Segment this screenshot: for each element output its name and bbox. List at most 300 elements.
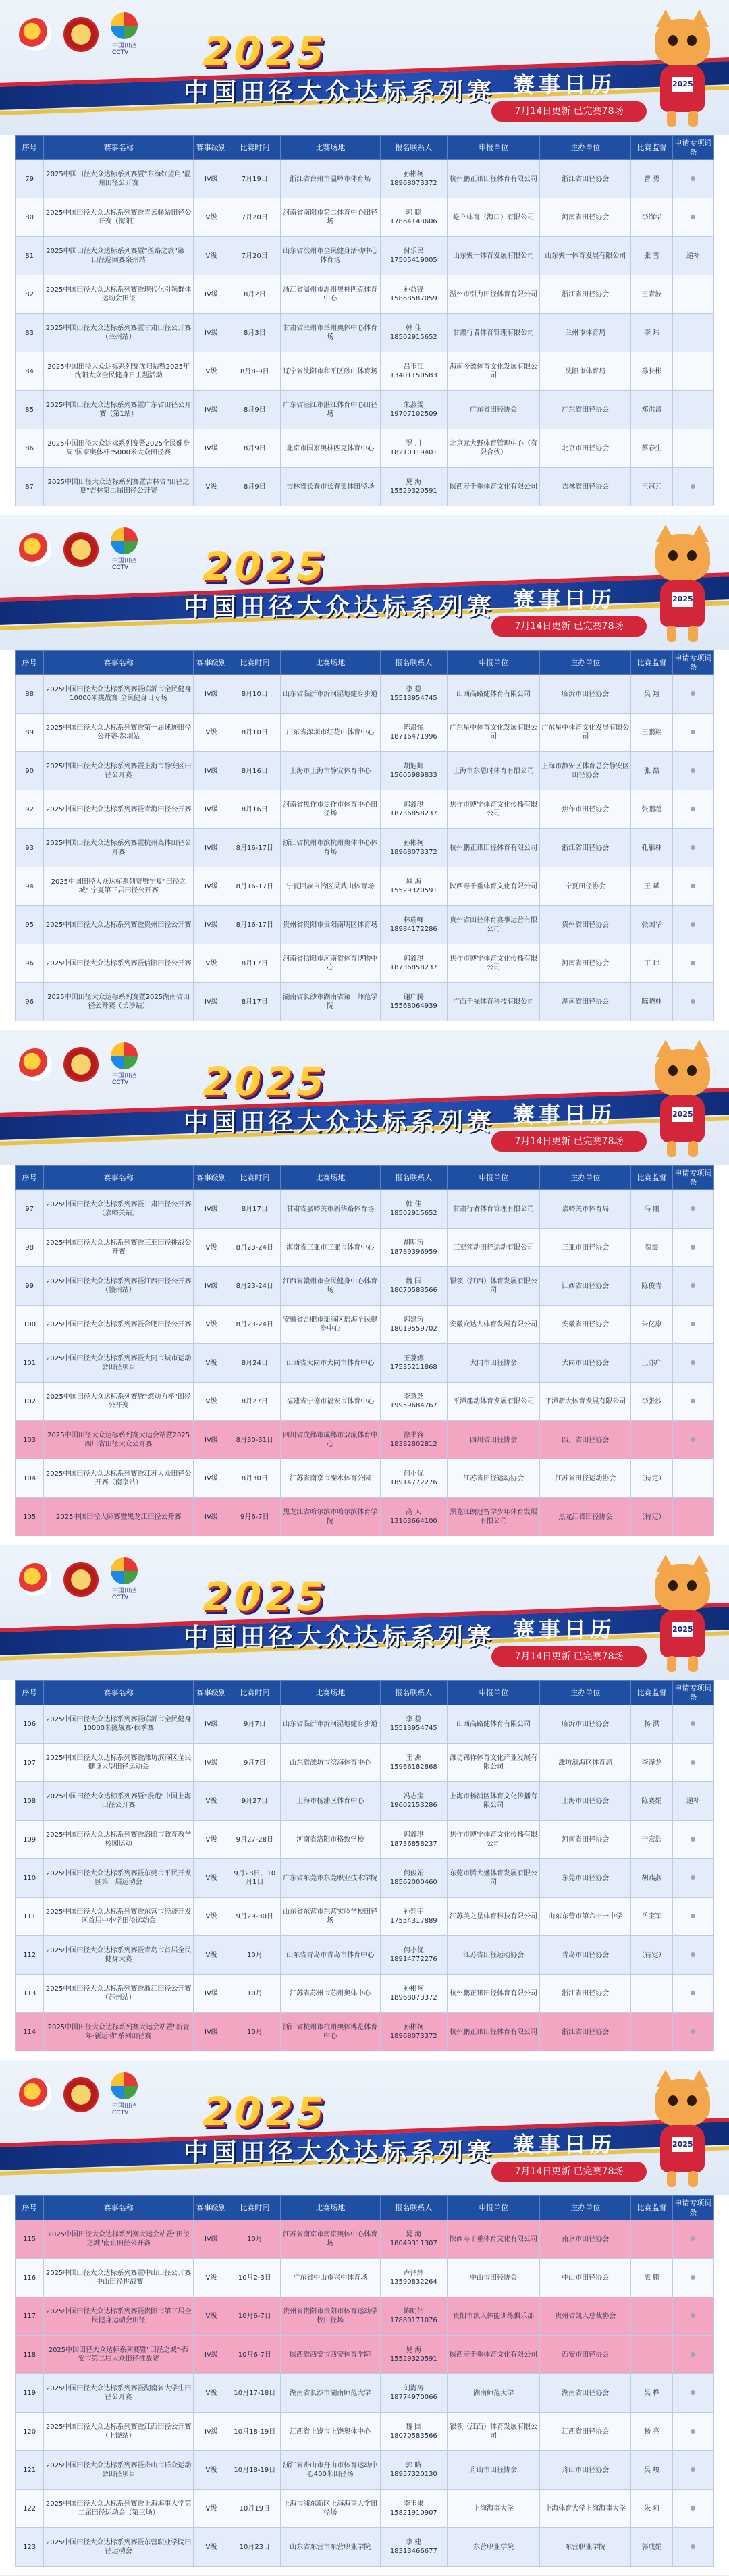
event-contact: 何小优 18914772276 (380, 1459, 447, 1498)
table-header-row (16, 136, 714, 160)
status-dot-icon (691, 484, 695, 489)
event-name: 2025中国田径大众达标系列赛暨江西田径公开赛（赣州站） (44, 1267, 194, 1306)
update-badge: 7月14日更新 已完赛78场 (491, 616, 647, 637)
association-seal-logo (63, 532, 99, 567)
event-date: 10月 (229, 1936, 280, 1975)
event-venue: 广东省湛江市湛江体育中心田径场 (280, 391, 380, 429)
athletics-star-logo (19, 533, 51, 566)
event-level: V级 (194, 1898, 230, 1936)
table-row (16, 1821, 714, 1859)
column-header: 比赛监督 (631, 1166, 672, 1190)
event-venue: 河南省南阳市第二体育中心田径场 (280, 198, 380, 237)
cctv-ball-icon (111, 1557, 138, 1584)
event-applicant: 舟山市田径协会 (447, 2451, 539, 2490)
row-number: 104 (16, 1459, 44, 1498)
table-row (16, 1229, 714, 1267)
event-date: 10月 (229, 1975, 280, 2013)
status-dot-icon (691, 2029, 695, 2034)
event-date: 8月9日 (229, 468, 280, 506)
row-number: 122 (16, 2490, 44, 2528)
event-name: 2025中国田径大众达标系列赛暨潍坊滨海区全民健身大型田径运动会 (44, 1744, 194, 1782)
event-supervisor (631, 1975, 672, 2013)
event-name: 2025中国田径大众达标系列赛暨临沂市全民健身10000米挑战赛·秋季赛 (44, 1705, 194, 1744)
event-contact: 罗 川 18210319401 (380, 429, 447, 468)
event-tag (672, 1498, 713, 1536)
calendar-heading: 赛事日历 (513, 72, 616, 97)
event-tag (672, 1459, 713, 1498)
event-applicant: 杭州鹏正讯田径体育有限公司 (447, 1975, 539, 2013)
event-name: 2025中国田径大众达标系列赛暨江西田径公开赛（上饶站） (44, 2413, 194, 2451)
event-date: 8月30-31日 (229, 1421, 280, 1459)
event-venue: 山西省大同市大同市体育中心 (280, 1344, 380, 1383)
row-number: 81 (16, 237, 44, 275)
event-contact: 晁 海 18049311307 (380, 2220, 447, 2259)
event-supervisor: 熊 鹏 (631, 2259, 672, 2297)
event-tag (672, 906, 713, 944)
table-row (16, 198, 714, 237)
event-contact: 李 蕊 15513954745 (380, 1705, 447, 1744)
column-header: 申请专项词条 (672, 1681, 713, 1705)
cctv-logo-text: 中国田径 CCTV (111, 2103, 136, 2116)
column-header: 主办单位 (540, 136, 631, 160)
status-dot-icon (691, 1437, 695, 1442)
event-applicant: 焦作市博宁体育文化传播有限公司 (447, 1821, 539, 1859)
schedule-section (0, 1030, 729, 1545)
event-host: 江西省田径协会 (540, 2413, 631, 2451)
event-date: 8月30日 (229, 1459, 280, 1498)
event-tag (672, 829, 713, 867)
event-supervisor: 李 玮 (631, 314, 672, 352)
event-tag (672, 1821, 713, 1859)
column-header: 赛事级别 (194, 1681, 230, 1705)
mascot-part (667, 626, 676, 642)
event-applicant: 上海海事大学 (447, 2490, 539, 2528)
event-contact: 朱燕雯 19707102509 (380, 391, 447, 429)
event-host: 河南省田径协会 (540, 944, 631, 983)
event-venue: 江苏省南京市南京奥体中心体育场 (280, 2220, 380, 2259)
event-contact: 孙彬柯 18968073372 (380, 160, 447, 198)
row-number: 113 (16, 1975, 44, 2013)
event-supervisor: 冯 刚 (631, 1190, 672, 1229)
event-supervisor: 李泽龙 (631, 1744, 672, 1782)
column-header: 比赛时间 (229, 136, 280, 160)
event-name: 2025中国田径大众达标系列赛暨青云驿站田径公开赛（海阳） (44, 198, 194, 237)
cat-mascot (645, 1552, 720, 1673)
event-applicant: 东营职业学院 (447, 2528, 539, 2567)
event-date: 10月2-3日 (229, 2259, 280, 2297)
schedule-section (0, 1545, 729, 2060)
event-level: IV级 (194, 2413, 230, 2451)
event-venue: 广东省东莞市东莞职业技术学院 (280, 1859, 380, 1898)
column-header: 比赛场地 (280, 651, 380, 675)
event-supervisor: 杨 洪 (631, 1705, 672, 1744)
athletics-star-logo (19, 18, 51, 51)
event-supervisor (631, 2220, 672, 2259)
event-level: IV级 (194, 314, 230, 352)
event-contact: 胡明涛 18789396959 (380, 1229, 447, 1267)
event-tag (672, 944, 713, 983)
sponsor-logos (19, 1557, 138, 1601)
event-host: 广东星中体育文化发展有限公司 (540, 714, 631, 752)
event-venue: 甘肃省兰州市兰州奥体中心体育场 (280, 314, 380, 352)
event-level: IV级 (194, 429, 230, 468)
banner (0, 1545, 729, 1680)
event-name: 2025中国田径大众达标系列赛暨"燃动力杯"田径公开赛 (44, 1383, 194, 1421)
row-number: 90 (16, 752, 44, 790)
event-level: V级 (194, 237, 230, 275)
event-host: 贵州省凯人总裁协会 (540, 2297, 631, 2336)
event-supervisor: 李海华 (631, 198, 672, 237)
event-name: 2025中国田径大众达标系列赛暨2025全民健身周"国家奥体杯"5000米大众田径赛 (44, 429, 194, 468)
event-host: 浙江省田径协会 (540, 1975, 631, 2013)
event-tag (672, 275, 713, 314)
athletics-star-logo (19, 1048, 51, 1081)
status-dot-icon (691, 1399, 695, 1403)
table-row (16, 1859, 714, 1898)
event-tag (672, 2220, 713, 2259)
event-venue: 浙江省杭州市杭州奥体博览体育中心 (280, 2013, 380, 2051)
event-date: 8月16日 (229, 790, 280, 829)
status-dot-icon (691, 2390, 695, 2395)
event-venue: 江苏省苏州市苏州奥体中心 (280, 1975, 380, 2013)
event-supervisor (631, 2297, 672, 2336)
column-header: 比赛场地 (280, 2196, 380, 2220)
event-host: 河南省田径协会 (540, 1821, 631, 1859)
row-number: 84 (16, 352, 44, 391)
table-row (16, 2490, 714, 2528)
cctv-logo (111, 1042, 138, 1086)
cctv-logo (111, 2072, 138, 2116)
status-dot-icon (691, 1322, 695, 1326)
event-table (15, 650, 714, 1021)
column-header: 申报单位 (447, 1166, 539, 1190)
event-applicant: 杭州鹏正讯田径体育有限公司 (447, 2013, 539, 2051)
event-applicant: 江苏美之星体育科技有限公司 (447, 1898, 539, 1936)
column-header: 序号 (16, 1681, 44, 1705)
event-applicant: 湖南师范大学 (447, 2374, 539, 2413)
event-tag (672, 2490, 713, 2528)
row-number: 89 (16, 714, 44, 752)
mascot-part (655, 534, 710, 581)
status-dot-icon (691, 1760, 695, 1765)
cctv-ball-icon (111, 1042, 138, 1069)
schedule-section (0, 0, 729, 515)
event-tag (672, 867, 713, 906)
event-applicant: 杭州鹏正讯田径体育有限公司 (447, 160, 539, 198)
event-host: 南京市田径协会 (540, 2220, 631, 2259)
column-header: 比赛场地 (280, 1166, 380, 1190)
event-contact: 李慧芝 19959684767 (380, 1383, 447, 1421)
event-name: 2025中国田径大众达标系列赛暨"丝路之旅"第一田径巡回赛泉州站 (44, 237, 194, 275)
event-host: 黑龙江省田径协会 (540, 1498, 631, 1536)
table-row (16, 237, 714, 275)
cctv-ball-icon (111, 2072, 138, 2099)
event-name: 2025中国田径大众达标系列赛大运会站暨"田径之城"南京田径公开赛 (44, 2220, 194, 2259)
event-supervisor: 吴 桦 (631, 2374, 672, 2413)
event-host: 吉林省田径协会 (540, 468, 631, 506)
status-dot-icon (691, 2467, 695, 2472)
event-applicant: 陕西寿千重体育文化有限公司 (447, 2220, 539, 2259)
status-dot-icon (691, 1991, 695, 1995)
event-name: 2025中国田径大众达标系列赛暨东营职业学院田径运动会 (44, 2528, 194, 2567)
event-level: V级 (194, 1936, 230, 1975)
event-level: IV级 (194, 1190, 230, 1229)
event-level: IV级 (194, 2013, 230, 2051)
event-tag (672, 237, 713, 275)
status-dot-icon (691, 215, 695, 219)
status-dot-icon (691, 2429, 695, 2434)
event-name: 2025中国田径大众达标系列赛暨2025湖南省田径公开赛（长沙站） (44, 983, 194, 1021)
event-contact: 徐书容 18382802812 (380, 1421, 447, 1459)
event-name: 2025中国田径大众达标系列赛大运会站暨"新青年·新运动"系列田径赛 (44, 2013, 194, 2051)
event-venue: 黑龙江省哈尔滨市哈尔滨体育学院 (280, 1498, 380, 1536)
event-level: IV级 (194, 790, 230, 829)
page-title: 中国田径大众达标系列赛 (184, 1624, 496, 1651)
status-dot-icon (691, 2313, 695, 2318)
event-applicant: 平潭趣动体育发展有限公司 (447, 1383, 539, 1421)
event-host: 山东聚一体育发展有限公司 (540, 237, 631, 275)
event-contact: 李玉果 15821910907 (380, 2490, 447, 2528)
event-venue: 浙江省杭州市滨杭州奥体中心体育场 (280, 829, 380, 867)
event-supervisor (631, 2013, 672, 2051)
event-date: 10月19日 (229, 2490, 280, 2528)
event-level: V级 (194, 1306, 230, 1344)
event-level: V级 (194, 1229, 230, 1267)
table-row (16, 1383, 714, 1421)
status-dot-icon (691, 691, 695, 696)
event-venue: 山东省东营市东营职业学院 (280, 2528, 380, 2567)
event-level: IV级 (194, 1744, 230, 1782)
cctv-logo-text: 中国田径 CCTV (111, 1073, 136, 1086)
event-host: 宁夏田径协会 (540, 867, 631, 906)
event-date: 7月19日 (229, 160, 280, 198)
mascot-part (688, 1141, 698, 1157)
event-level: IV级 (194, 983, 230, 1021)
status-dot-icon (691, 1283, 695, 1288)
event-year: 2025 (197, 2089, 333, 2135)
table-row (16, 983, 714, 1021)
column-header: 赛事级别 (194, 1166, 230, 1190)
event-contact: 郭鑫琪 18736858237 (380, 1821, 447, 1859)
event-host: 焦作市田径协会 (540, 790, 631, 829)
event-host: 湖南省田径协会 (540, 2374, 631, 2413)
event-date: 9月6-7日 (229, 1498, 280, 1536)
event-host: 江西省田径协会 (540, 1267, 631, 1306)
table-row (16, 2297, 714, 2336)
event-applicant: 安徽众达人体育发展有限公司 (447, 1306, 539, 1344)
event-year: 2025 (197, 28, 333, 74)
event-supervisor: 曹 勇 (631, 160, 672, 198)
column-header: 报名联系人 (380, 1681, 447, 1705)
event-supervisor: 陈赛娟 (631, 1782, 672, 1821)
event-contact: 卢泽炜 13590832264 (380, 2259, 447, 2297)
event-venue: 贵州省贵阳市贵阳市体育运动学校田径场 (280, 2297, 380, 2336)
event-level: V级 (194, 2490, 230, 2528)
event-date: 8月27日 (229, 1383, 280, 1421)
event-date: 7月20日 (229, 198, 280, 237)
event-contact: 郭 晗 18957320130 (380, 2451, 447, 2490)
row-number: 107 (16, 1744, 44, 1782)
event-host: 东营职业学院 (540, 2528, 631, 2567)
event-supervisor: 王 斌 (631, 867, 672, 906)
athletics-star-logo (19, 2078, 51, 2111)
athletics-star-logo (19, 1563, 51, 1596)
event-tag (672, 2451, 713, 2490)
event-tag (672, 1898, 713, 1936)
status-dot-icon (691, 1875, 695, 1880)
event-venue: 山东省潍坊市滨海体育中心 (280, 1744, 380, 1782)
column-header: 报名联系人 (380, 2196, 447, 2220)
page-title: 中国田径大众达标系列赛 (184, 593, 496, 621)
table-row (16, 752, 714, 790)
column-header: 比赛场地 (280, 1681, 380, 1705)
event-host: 大同市田径协会 (540, 1344, 631, 1383)
event-contact: 付乐民 17505419005 (380, 237, 447, 275)
event-level: IV级 (194, 275, 230, 314)
event-host: 平潭新大体育发展有限公司 (540, 1383, 631, 1421)
row-number: 102 (16, 1383, 44, 1421)
event-venue: 河南省焦作市焦作市体育中心田径场 (280, 790, 380, 829)
association-seal-logo (63, 2077, 99, 2112)
event-host: 西安市田径协会 (540, 2336, 631, 2374)
event-venue: 福建省宁德市福安市体育中心 (280, 1383, 380, 1421)
event-name: 2025中国田径大众达标系列赛沈阳站暨2025年沈阳大众全民健身日主题活动 (44, 352, 194, 391)
event-name: 2025中国田径大众达标系列赛暨上海市静安区田径公开赛 (44, 752, 194, 790)
event-contact: 胡旭卿 15605989833 (380, 752, 447, 790)
event-host: 临沂市田径协会 (540, 675, 631, 714)
column-header: 申报单位 (447, 1681, 539, 1705)
event-tag (672, 429, 713, 468)
calendar-heading: 赛事日历 (513, 587, 616, 612)
event-supervisor: 陈晓林 (631, 983, 672, 1021)
event-tag (672, 1859, 713, 1898)
table-row (16, 160, 714, 198)
event-table (15, 1680, 714, 2051)
event-applicant: 银领（江西）体育发展有限公司 (447, 2413, 539, 2451)
event-supervisor: 孔雁林 (631, 829, 672, 867)
event-host: 兰州市体育局 (540, 314, 631, 352)
event-table (15, 135, 714, 506)
event-supervisor: 王鹏翔 (631, 714, 672, 752)
row-number: 94 (16, 867, 44, 906)
table-header-row (16, 1166, 714, 1190)
event-supervisor: 王青波 (631, 275, 672, 314)
event-level: IV级 (194, 160, 230, 198)
column-header: 赛事名称 (44, 1166, 194, 1190)
table-row (16, 1421, 714, 1459)
column-header: 比赛监督 (631, 1681, 672, 1705)
event-host: 浙江省田径协会 (540, 829, 631, 867)
event-name: 2025中国田径大众达标系列赛大运会站暨2025四川省田径大众公开赛 (44, 1421, 194, 1459)
event-level: IV级 (194, 1705, 230, 1744)
table-row (16, 2528, 714, 2567)
event-tag (672, 1383, 713, 1421)
event-host: 江苏省田径运动协会 (540, 1459, 631, 1498)
column-header: 主办单位 (540, 1166, 631, 1190)
event-venue: 山东省青岛市青岛市体育中心 (280, 1936, 380, 1975)
event-name: 2025中国田径大众达标系列赛暨信阳田径公开赛 (44, 944, 194, 983)
event-level: V级 (194, 2451, 230, 2490)
event-applicant: 广东星中体育文化发展有限公司 (447, 714, 539, 752)
event-venue: 山东省滨州市全民健身活动中心体育场 (280, 237, 380, 275)
event-date: 10月18-19日 (229, 2413, 280, 2451)
row-number: 100 (16, 1306, 44, 1344)
event-name: 2025中国田径大众达标系列赛暨"东海好望角"温州田径公开赛 (44, 160, 194, 198)
table-row (16, 714, 714, 752)
event-date: 8月16-17日 (229, 906, 280, 944)
event-contact: 郭鑫琪 18736858237 (380, 944, 447, 983)
column-header: 比赛时间 (229, 2196, 280, 2220)
event-name: 2025中国田径大众达标系列赛暨东营市经济开发区首届中小学田径运动会 (44, 1898, 194, 1936)
cctv-logo (111, 12, 138, 56)
event-supervisor: 李张沙 (631, 1383, 672, 1421)
column-header: 主办单位 (540, 2196, 631, 2220)
event-contact: 魏 国 18070583566 (380, 2413, 447, 2451)
event-tag (672, 2528, 713, 2567)
event-name: 2025中国田径大众达标系列赛暨宁夏"田径之城"·宁夏第三届田径公开赛 (44, 867, 194, 906)
event-venue: 浙江省温州市温州奥林匹克体育中心 (280, 275, 380, 314)
column-header: 比赛时间 (229, 1166, 280, 1190)
event-name: 2025中国田径大众达标系列赛暨青岛市首届全民健身大赛 (44, 1936, 194, 1975)
event-applicant: 杭州鹏正讯田径体育有限公司 (447, 829, 539, 867)
table-row (16, 1498, 714, 1536)
row-number: 80 (16, 198, 44, 237)
event-date: 9月27日 (229, 1782, 280, 1821)
event-supervisor: 朱 莉 (631, 2490, 672, 2528)
event-applicant: 屹立体育（海口）有限公司 (447, 198, 539, 237)
row-number: 88 (16, 675, 44, 714)
event-venue: 江西省上饶市上饶奥体中心 (280, 2413, 380, 2451)
event-host: 三亚市田径协会 (540, 1229, 631, 1267)
event-name: 2025中国田径大众达标系列赛暨"漫跑"中国上海田径公开赛 (44, 1782, 194, 1821)
status-dot-icon (691, 845, 695, 850)
event-host: 青岛市田径协会 (540, 1936, 631, 1975)
event-venue: 上海市杨浦区体育中心 (280, 1782, 380, 1821)
event-tag (672, 1190, 713, 1229)
event-applicant: 贵阳市凯人体能训练俱乐部 (447, 2297, 539, 2336)
event-applicant: 潍坊锦祥体育文化产业发展有限公司 (447, 1744, 539, 1782)
row-number: 97 (16, 1190, 44, 1229)
event-host: 湖南省田径协会 (540, 983, 631, 1021)
row-number: 79 (16, 160, 44, 198)
column-header: 比赛时间 (229, 651, 280, 675)
event-name: 2025中国田径大众达标系列赛暨"田径之城"·西安市第二届大众田径挑战赛 (44, 2336, 194, 2374)
sponsor-logos (19, 1042, 138, 1086)
event-venue: 湖南省长沙市湖南师范大学 (280, 2374, 380, 2413)
event-supervisor: 吴 峻 (631, 2451, 672, 2490)
event-applicant: 江苏省田径运动协会 (447, 1459, 539, 1498)
mascot-part (667, 111, 676, 127)
event-name: 2025中国田径大众达标系列赛暨合肥田径公开赛 (44, 1306, 194, 1344)
row-number: 111 (16, 1898, 44, 1936)
event-host: 嘉峪关市体育局 (540, 1190, 631, 1229)
event-host: 沈阳市体育局 (540, 352, 631, 391)
event-name: 2025中国田径大众达标系列赛暨甘肃田径公开赛（兰州站） (44, 314, 194, 352)
table-row (16, 2336, 714, 2374)
event-level: V级 (194, 468, 230, 506)
event-level: IV级 (194, 906, 230, 944)
event-name: 2025中国田径大众达标系列赛暨浙江田径公开赛（苏州站） (44, 1975, 194, 2013)
status-dot-icon (691, 2352, 695, 2357)
event-tag (672, 1975, 713, 2013)
event-contact: 李 建 18313466677 (380, 2528, 447, 2567)
event-supervisor: 王冠元 (631, 468, 672, 506)
event-supervisor (631, 1421, 672, 1459)
mascot-part (688, 2171, 698, 2187)
event-date: 8月3日 (229, 314, 280, 352)
event-applicant: 三亚领动田径运动有限公司 (447, 1229, 539, 1267)
association-seal-logo (63, 17, 99, 52)
